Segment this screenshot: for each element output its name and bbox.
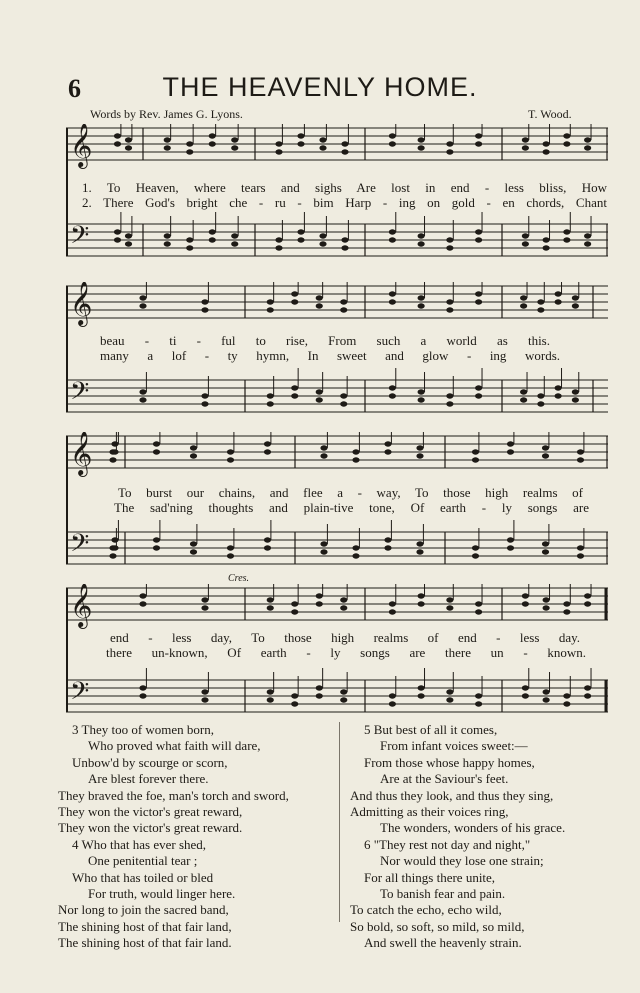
notehead [577,553,584,558]
notehead [563,701,570,706]
notehead [340,597,347,602]
notehead [475,141,482,146]
notehead [389,229,396,234]
lyric-line-system4-verse2: there un-known, Of earth - ly songs are there un - known. [106,645,586,660]
notehead [139,295,146,300]
notehead [522,593,529,598]
notehead [209,237,216,242]
notehead [111,449,118,454]
notehead [475,237,482,242]
notehead [416,541,423,546]
notehead [537,307,544,312]
notehead [475,701,482,706]
notehead [267,697,274,702]
notehead [446,605,453,610]
notehead [319,233,326,238]
notehead [475,693,482,698]
notehead [153,441,160,446]
notehead [114,141,121,146]
notehead [446,697,453,702]
notehead [537,299,544,304]
notehead [291,701,298,706]
verse-line: Who that has toiled or bled [72,869,214,885]
notehead [139,303,146,308]
notehead [340,605,347,610]
notehead [320,445,327,450]
notehead [389,299,396,304]
notehead [264,449,271,454]
notehead [186,141,193,146]
notehead [537,393,544,398]
notehead [164,233,171,238]
notehead [416,445,423,450]
notehead [186,237,193,242]
notehead [584,601,591,606]
notehead [418,601,425,606]
notehead [164,241,171,246]
notehead [520,397,527,402]
notehead [267,605,274,610]
lyric-line-system2-verse1: beau - ti - ful to rise, From such a world as this. [100,333,550,348]
verse-line: And thus they look, and thus they sing, [350,787,554,803]
notehead [231,233,238,238]
notehead [201,689,208,694]
verse-line: For truth, would linger here. [88,886,236,902]
verse-line: Are blest forever there. [88,771,209,787]
notehead [584,145,591,150]
crescendo-marking: Cres. [228,573,250,584]
notehead [389,141,396,146]
verse-line: The wonders, wonders of his grace. [380,820,566,836]
notehead [584,685,591,690]
notehead [164,145,171,150]
notehead [114,237,121,242]
notehead [584,593,591,598]
notehead [227,449,234,454]
notehead [201,597,208,602]
notehead [446,149,453,154]
notehead [267,689,274,694]
notehead [139,693,146,698]
notehead [209,229,216,234]
notehead [297,237,304,242]
notehead [572,397,579,402]
notehead [520,389,527,394]
notehead [201,393,208,398]
treble-clef-icon: 𝄞 [70,432,93,475]
notehead [543,689,550,694]
notehead [275,245,282,250]
notehead [446,299,453,304]
composer-credit: T. Wood. [528,107,572,121]
notehead [507,545,514,550]
notehead [446,237,453,242]
notehead [227,545,234,550]
words-credit: Words by Rev. James G. Lyons. [90,107,243,121]
notehead [384,545,391,550]
notehead [418,137,425,142]
notehead [190,453,197,458]
notehead [267,597,274,602]
notehead [341,245,348,250]
notehead [418,145,425,150]
notehead [475,601,482,606]
notehead [316,295,323,300]
notehead [267,401,274,406]
notehead [572,295,579,300]
notehead [340,401,347,406]
notehead [319,145,326,150]
notehead [209,141,216,146]
notehead [227,553,234,558]
notehead [507,441,514,446]
verse-line: Admitting as their voices ring, [350,804,509,820]
notehead [352,457,359,462]
notehead [227,457,234,462]
notehead [291,393,298,398]
notehead [446,401,453,406]
notehead [340,299,347,304]
notehead [231,241,238,246]
notehead [352,545,359,550]
notehead [389,693,396,698]
notehead [563,693,570,698]
notehead [446,393,453,398]
hymn-title: THE HEAVENLY HOME. [162,72,478,102]
notehead [316,397,323,402]
verse-line: 6 "They rest not day and night," [364,836,531,852]
verse-line: 5 But best of all it comes, [364,722,498,737]
notehead [201,697,208,702]
notehead [209,133,216,138]
notehead [341,149,348,154]
notehead [109,553,116,558]
notehead [109,457,116,462]
verse-line: They braved the foe, man's torch and sword, [58,787,289,803]
notehead [384,537,391,542]
notehead [577,545,584,550]
notehead [563,229,570,234]
notehead [316,693,323,698]
notehead [389,601,396,606]
verse-line: And swell the heavenly strain. [364,935,522,951]
notehead [319,241,326,246]
notehead [275,141,282,146]
verses-right-column [350,722,610,952]
notehead [446,141,453,146]
verse-line: Who proved what faith will dare, [88,738,261,754]
bass-clef-icon: 𝄢 [70,377,90,412]
verse-line: Nor long to join the sacred band, [58,902,229,918]
notehead [543,245,550,250]
notehead [291,385,298,390]
notehead [472,553,479,558]
notehead [418,593,425,598]
notehead [522,241,529,246]
notehead [114,133,121,138]
notehead [563,609,570,614]
notehead [416,549,423,554]
notehead [341,237,348,242]
notehead [418,303,425,308]
notehead [507,449,514,454]
verse-line: They won the victor's great reward, [58,804,243,820]
notehead [297,229,304,234]
notehead [418,685,425,690]
verse-line: They won the victor's great reward. [58,820,243,836]
notehead [231,145,238,150]
verse-line: 3 They too of women born, [72,722,215,737]
notehead [316,593,323,598]
notehead [543,605,550,610]
verses-left-column [58,722,333,952]
notehead [555,385,562,390]
notehead [563,133,570,138]
notehead [340,393,347,398]
notehead [352,553,359,558]
lyric-line-system4-verse1: end - less day, To those high realms of end - less day. [110,630,580,645]
notehead [125,233,132,238]
notehead [522,601,529,606]
lyric-line-system1-verse2: 2. There God's bright che - ru - bim Harp - ing on gold - en chords, Chant [82,195,607,210]
notehead [522,145,529,150]
notehead [389,393,396,398]
notehead [522,693,529,698]
verse-line: Nor would they lose one strain; [380,853,544,869]
verse-line: To banish fear and pain. [380,886,506,902]
notehead [584,241,591,246]
verse-line: From those whose happy homes, [364,754,535,770]
notehead [418,241,425,246]
notehead [563,601,570,606]
notehead [572,303,579,308]
notehead [291,601,298,606]
notehead [389,291,396,296]
notehead [111,545,118,550]
verse-line: For all things there unite, [364,869,496,885]
notehead [555,299,562,304]
notehead [297,133,304,138]
notehead [542,549,549,554]
notehead [340,307,347,312]
notehead [475,291,482,296]
notehead [297,141,304,146]
page-number: 6 [68,74,81,103]
notehead [340,697,347,702]
notehead [111,537,118,542]
notehead [340,689,347,694]
treble-clef-icon: 𝄞 [70,124,93,167]
notehead [522,137,529,142]
notehead [153,537,160,542]
notehead [267,307,274,312]
notehead [389,385,396,390]
notehead [418,233,425,238]
notehead [316,303,323,308]
notehead [555,393,562,398]
notehead [316,601,323,606]
notehead [316,685,323,690]
bass-clef-icon: 𝄢 [70,677,90,712]
notehead [537,401,544,406]
notehead [475,299,482,304]
notehead [291,609,298,614]
notehead [264,537,271,542]
notehead [264,545,271,550]
notehead [139,389,146,394]
lyric-line-system3-verse1: To burst our chains, and flee a - way, To those high realms of [118,485,583,500]
notehead [320,453,327,458]
notehead [389,133,396,138]
notehead [522,685,529,690]
verse-line: One penitential tear ; [88,853,198,869]
notehead [190,541,197,546]
notehead [231,137,238,142]
notehead [418,295,425,300]
notehead [543,697,550,702]
notehead [291,291,298,296]
notehead [418,389,425,394]
verse-line: From infant voices sweet:— [380,738,528,754]
notehead [201,401,208,406]
notehead [520,303,527,308]
notehead [186,149,193,154]
notehead [520,295,527,300]
notehead [446,689,453,694]
notehead [164,137,171,142]
notehead [267,393,274,398]
notehead [584,693,591,698]
notehead [320,541,327,546]
notehead [472,449,479,454]
column-divider [339,722,340,922]
verse-line: 4 Who that has ever shed, [72,836,207,852]
lyric-line-system3-verse2: The sad'ning thoughts and plain-tive tone, Of earth - ly songs are [114,500,589,515]
notehead [584,137,591,142]
notehead [542,445,549,450]
notehead [139,685,146,690]
notehead [577,449,584,454]
notehead [319,137,326,142]
notehead [584,233,591,238]
notehead [543,237,550,242]
notehead [475,229,482,234]
notehead [472,545,479,550]
notehead [577,457,584,462]
notehead [475,609,482,614]
notehead [446,597,453,602]
notehead [472,457,479,462]
notehead [201,605,208,610]
notehead [384,441,391,446]
notehead [114,229,121,234]
verse-line: So bold, so soft, so mild, so mild, [350,918,525,934]
notehead [139,601,146,606]
verse-line: The shining host of that fair land, [58,918,232,934]
notehead [542,541,549,546]
notehead [543,149,550,154]
notehead [572,389,579,394]
lyric-line-system2-verse2: many a lof - ty hymn, In sweet and glow - ing words. [100,348,560,363]
notehead [190,445,197,450]
notehead [190,549,197,554]
notehead [475,133,482,138]
notehead [389,701,396,706]
notehead [352,449,359,454]
notehead [153,449,160,454]
notehead [125,145,132,150]
bass-clef-icon: 𝄢 [70,221,90,256]
notehead [416,453,423,458]
notehead [563,237,570,242]
notehead [291,299,298,304]
notehead [125,137,132,142]
notehead [389,237,396,242]
treble-clef-icon: 𝄞 [70,282,93,325]
notehead [341,141,348,146]
notehead [507,537,514,542]
notehead [316,389,323,394]
bass-clef-icon: 𝄢 [70,529,90,564]
notehead [475,385,482,390]
notehead [264,441,271,446]
notehead [201,307,208,312]
notehead [543,597,550,602]
notehead [555,291,562,296]
notehead [475,393,482,398]
notehead [384,449,391,454]
notehead [418,693,425,698]
notehead [543,141,550,146]
notehead [320,549,327,554]
notehead [201,299,208,304]
lyric-line-system1-verse1: 1. To Heaven, where tears and sighs Are lost in end - less bliss, How [82,180,607,195]
notehead [389,609,396,614]
notehead [418,397,425,402]
notehead [522,233,529,238]
notehead [139,397,146,402]
verse-line: To catch the echo, echo wild, [350,902,502,918]
verse-line: The shining host of that fair land. [58,935,232,951]
verse-line: Are at the Saviour's feet. [380,771,509,787]
verse-line: Unbow'd by scourge or scorn, [72,754,228,770]
notehead [267,299,274,304]
notehead [291,693,298,698]
treble-clef-icon: 𝄞 [70,584,93,627]
notehead [125,241,132,246]
notehead [446,307,453,312]
notehead [446,245,453,250]
notehead [275,149,282,154]
notehead [111,441,118,446]
notehead [186,245,193,250]
notehead [542,453,549,458]
notehead [275,237,282,242]
notehead [153,545,160,550]
notehead [139,593,146,598]
notehead [563,141,570,146]
